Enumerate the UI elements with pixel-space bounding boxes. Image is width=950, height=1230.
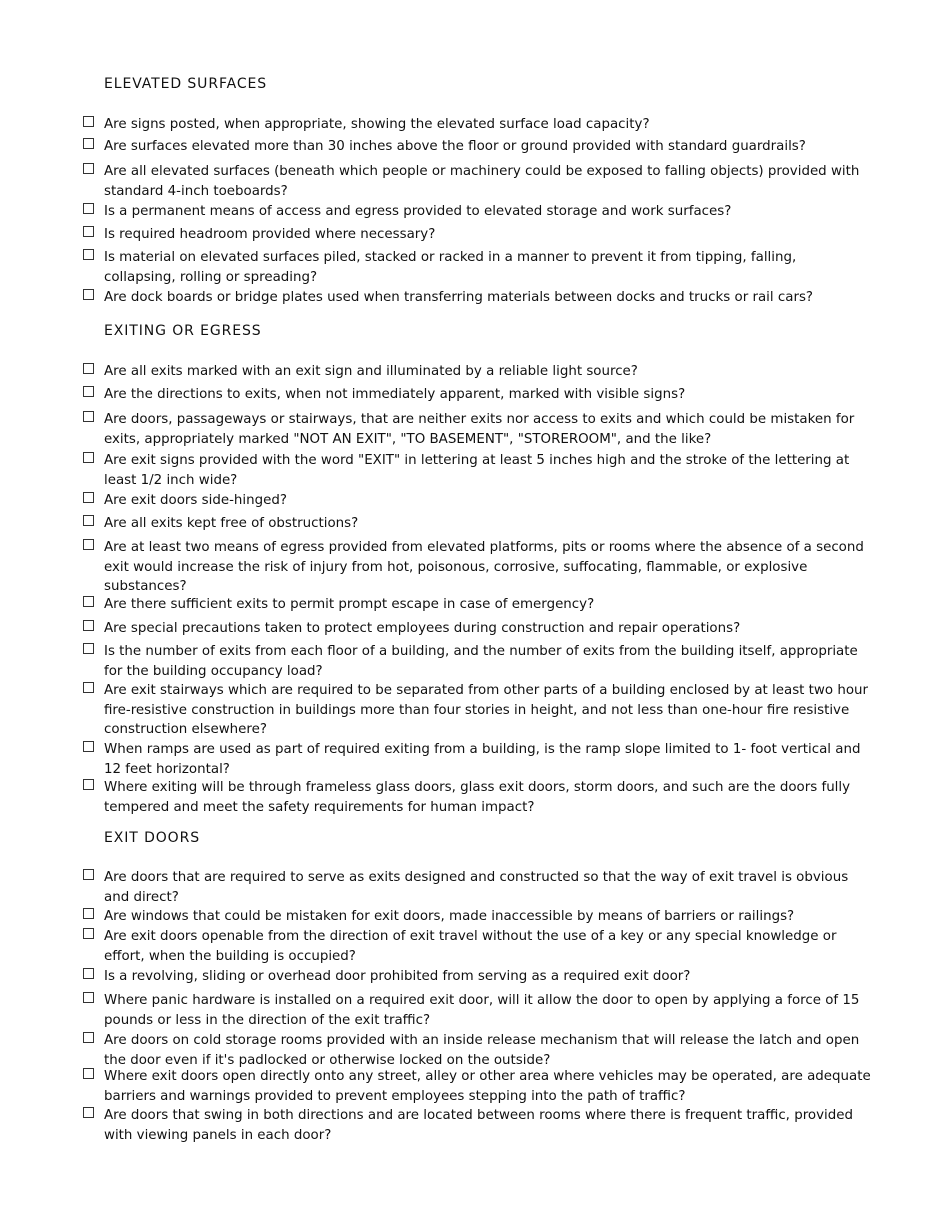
checklist-item [0, 448, 950, 487]
item-text: Are there sufficient exits to permit prompt escape in case of emergency? [104, 597, 595, 612]
checkbox[interactable] [83, 492, 94, 503]
checkbox[interactable] [83, 908, 94, 919]
checklist-item [0, 988, 950, 1028]
checklist-item [0, 588, 950, 612]
checklist-item [0, 907, 950, 927]
checklist-item [0, 487, 950, 509]
item-text: Where exiting will be through frameless glass doors, glass exit doors, storm doors, and such are the doors fully tempered and meet the safety requirements for human impact? [104, 780, 851, 815]
item-text: Are surfaces elevated more than 30 inches above the floor or ground provided with standard guardrails? [104, 139, 806, 154]
item-text: When ramps are used as part of required exiting from a building, is the ramp slope limited to 1- foot vertical and 12 feet horizontal? [104, 742, 861, 777]
checkbox[interactable] [83, 515, 94, 526]
item-text: Are windows that could be mistaken for exit doors, made inaccessible by means of barriers or railings? [104, 909, 795, 924]
item-text: Are doors that swing in both directions and are located between rooms where there is frequent traffic, provided with viewing panels in each door? [104, 1108, 853, 1143]
item-text: Are doors that are required to serve as exits designed and constructed so that the way of exit travel is obvious and direct? [104, 870, 849, 905]
item-text: Are dock boards or bridge plates used when transferring materials between docks and trucks or rail cars? [104, 290, 814, 305]
checklist-item [0, 868, 950, 907]
checklist-item [0, 242, 950, 285]
checkbox[interactable] [83, 1068, 94, 1079]
checkbox[interactable] [83, 643, 94, 654]
checklist-item [0, 384, 950, 408]
checklist [0, 868, 950, 1143]
checklist-item [0, 732, 950, 777]
checklist-item [0, 966, 950, 988]
checkbox[interactable] [83, 869, 94, 880]
checkbox[interactable] [83, 363, 94, 374]
checkbox[interactable] [83, 452, 94, 463]
checklist-item [0, 282, 950, 305]
item-text: Is material on elevated surfaces piled, stacked or racked in a manner to prevent it from tipping, falling, collapsing, rolling or spreading? [104, 250, 797, 285]
item-text: Where exit doors open directly onto any street, alley or other area where vehicles may be operated, are adequate barriers and warnings provided to prevent employees stepping into the path of traffic? [104, 1069, 871, 1104]
item-text: Are all elevated surfaces (beneath which people or machinery could be exposed to falling objects) provided with standard 4-inch toeboards? [104, 164, 860, 199]
item-text: Are exit stairways which are required to be separated from other parts of a building enclosed by at least two hour fire-resistive construction in buildings more than four stories in height, and not less than one-hour fire resistive construction elsewhere? [104, 683, 868, 737]
checklist-item [0, 159, 950, 199]
item-text: Are special precautions taken to protect employees during construction and repair operations? [104, 621, 741, 636]
checklist [0, 362, 950, 815]
item-text: Are all exits marked with an exit sign and illuminated by a reliable light source? [104, 364, 638, 379]
checklist-item [0, 362, 950, 384]
checklist-item [0, 509, 950, 532]
checkbox[interactable] [83, 596, 94, 607]
checkbox[interactable] [83, 928, 94, 939]
checklist-item [0, 635, 950, 679]
item-text: Are exit doors side-hinged? [104, 493, 287, 508]
checklist-item [0, 408, 950, 448]
checkbox[interactable] [83, 249, 94, 260]
section-title: EXIT DOORS [104, 830, 201, 846]
checkbox[interactable] [83, 620, 94, 631]
checkbox[interactable] [83, 138, 94, 149]
checkbox[interactable] [83, 163, 94, 174]
checklist-item [0, 927, 950, 966]
item-text: Are exit signs provided with the word "EXIT" in lettering at least 5 inches high and the stroke of the lettering at least 1/2 inch wide? [104, 453, 850, 488]
item-text: Are doors on cold storage rooms provided with an inside release mechanism that will release the latch and open the door even if it's padlocked or otherwise locked on the outside? [104, 1033, 860, 1068]
item-text: Is the number of exits from each floor of a building, and the number of exits from the building itself, appropriate for the building occupancy load? [104, 644, 858, 679]
checklist-item [0, 115, 950, 135]
checkbox[interactable] [83, 968, 94, 979]
item-text: Is required headroom provided where necessary? [104, 227, 436, 242]
section-title: EXITING OR EGRESS [104, 323, 262, 339]
checkbox[interactable] [83, 226, 94, 237]
checkbox[interactable] [83, 411, 94, 422]
item-text: Is a revolving, sliding or overhead door prohibited from serving as a required exit door? [104, 969, 691, 984]
checkbox[interactable] [83, 203, 94, 214]
checkbox[interactable] [83, 289, 94, 300]
item-text: Are doors, passageways or stairways, that are neither exits nor access to exits and which could be mistaken for exits, appropriately marked "NOT AN EXIT", "TO BASEMENT", "STOREROOM", and the like? [104, 412, 855, 447]
section-title: ELEVATED SURFACES [104, 76, 268, 92]
checklist-item [0, 1064, 950, 1103]
item-text: Are the directions to exits, when not immediately apparent, marked with visible signs? [104, 387, 686, 402]
checklist-item [0, 532, 950, 594]
item-text: Are signs posted, when appropriate, showing the elevated surface load capacity? [104, 117, 650, 132]
checkbox[interactable] [83, 682, 94, 693]
checklist-item [0, 1103, 950, 1143]
checklist [0, 115, 950, 305]
checkbox[interactable] [83, 1032, 94, 1043]
item-text: Are all exits kept free of obstructions? [104, 516, 359, 531]
item-text: Where panic hardware is installed on a required exit door, will it allow the door to open by applying a force of 15 pounds or less in the direction of the exit traffic? [104, 993, 860, 1028]
checklist-item [0, 674, 950, 737]
checkbox[interactable] [83, 741, 94, 752]
checkbox[interactable] [83, 1107, 94, 1118]
checkbox[interactable] [83, 992, 94, 1003]
item-text: Are exit doors openable from the direction of exit travel without the use of a key or any special knowledge or effort, when the building is occupied? [104, 929, 837, 964]
checklist-item [0, 199, 950, 219]
item-text: Are at least two means of egress provided from elevated platforms, pits or rooms where the absence of a second exit would increase the risk of injury from hot, poisonous, corrosive, suffocating, flammable, or explosive substances? [104, 540, 864, 594]
checklist-item [0, 135, 950, 159]
checklist-item [0, 612, 950, 635]
checkbox[interactable] [83, 116, 94, 127]
item-text: Is a permanent means of access and egress provided to elevated storage and work surfaces? [104, 204, 732, 219]
checklist-item [0, 219, 950, 242]
checkbox[interactable] [83, 539, 94, 550]
checklist-item [0, 770, 950, 815]
checkbox[interactable] [83, 779, 94, 790]
checklist-item [0, 1028, 950, 1068]
checkbox[interactable] [83, 386, 94, 397]
